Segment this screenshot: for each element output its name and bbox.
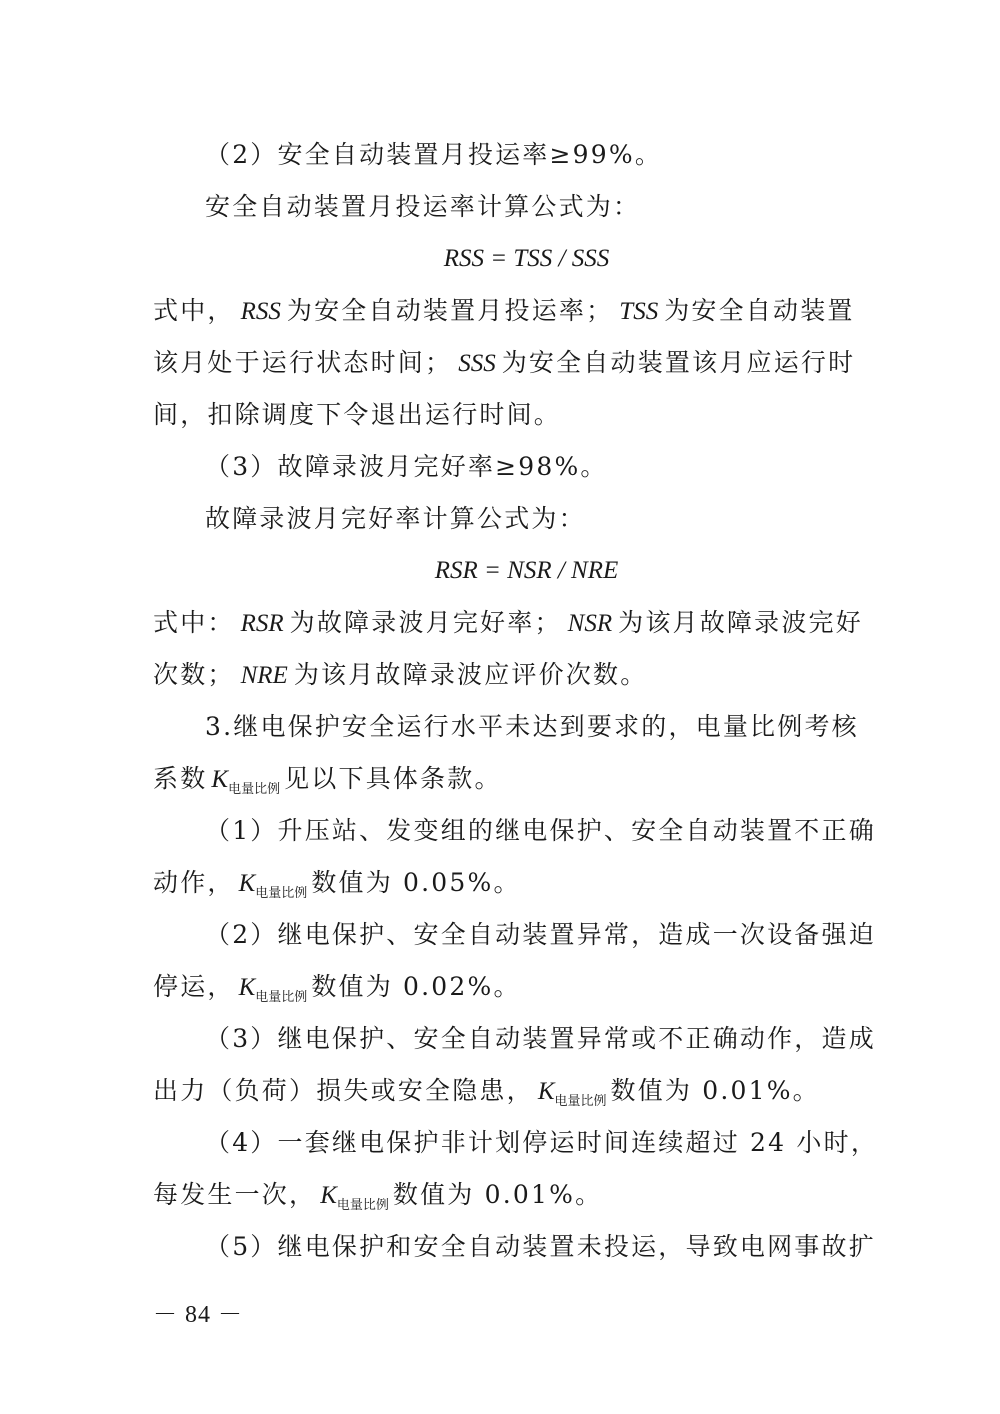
clause-3-2-line-1: （2）继电保护、安全自动装置异常，造成一次设备强迫	[205, 920, 876, 949]
item-2-auto-device-rate: （2）安全自动装置月投运率≥99%。	[205, 140, 663, 169]
item-3-fault-recorder-rate: （3）故障录波月完好率≥98%。	[205, 452, 608, 481]
clause-3-2-line-2: 停运， $K_{电量比例}$ 数值为 0.02%。	[153, 972, 521, 1005]
k-subscript: 电量比例	[255, 990, 308, 1005]
var-nre: NRE	[240, 662, 288, 689]
formula-rss: RSS = TSS / SSS	[443, 245, 610, 272]
clause-3-line-1: 3.继电保护安全运行水平未达到要求的，电量比例考核	[205, 712, 859, 741]
clause-3-line-2: 系数 $K_{电量比例}$ 见以下具体条款。	[153, 764, 502, 797]
var-nsr: NSR	[567, 610, 613, 637]
clause-3-5-line-1: （5）继电保护和安全自动装置未投运，导致电网事故扩	[205, 1232, 876, 1261]
clause-3-3-line-2: 出力（负荷）损失或安全隐患， $K_{电量比例}$ 数值为 0.01%。	[153, 1076, 820, 1109]
k-subscript: 电量比例	[228, 782, 281, 797]
k-subscript: 电量比例	[554, 1094, 607, 1109]
formula-intro-rss: 安全自动装置月投运率计算公式为：	[205, 192, 641, 221]
clause-3-4-line-1: （4）一套继电保护非计划停运时间连续超过 24 小时，	[205, 1128, 879, 1157]
clause-3-3-line-1: （3）继电保护、安全自动装置异常或不正确动作，造成	[205, 1024, 876, 1053]
var-rsr: RSR	[240, 610, 284, 637]
rsr-definition-line-1: 式中： RSR 为故障录波月完好率； NSR 为该月故障录波完好	[153, 608, 863, 637]
var-sss: SSS	[458, 350, 496, 377]
k-symbol: K	[238, 974, 256, 1001]
clause-3-4-line-2: 每发生一次， $K_{电量比例}$ 数值为 0.01%。	[153, 1180, 603, 1213]
rss-definition-line-1: 式中， RSS 为安全自动装置月投运率； TSS 为安全自动装置	[153, 296, 855, 325]
page-number: － 84 －	[153, 1302, 243, 1328]
rsr-definition-line-2: 次数； NRE 为该月故障录波应评价次数。	[153, 660, 648, 689]
clause-3-1-line-1: （1）升压站、发变组的继电保护、安全自动装置不正确	[205, 816, 876, 845]
k-symbol: K	[238, 870, 256, 897]
var-tss: TSS	[619, 298, 659, 325]
k-subscript: 电量比例	[336, 1198, 389, 1213]
k-subscript: 电量比例	[255, 886, 308, 901]
var-rss: RSS	[240, 298, 281, 325]
formula-rsr: RSR = NSR / NRE	[434, 557, 619, 584]
k-symbol: K	[537, 1078, 555, 1105]
formula-intro-rsr: 故障录波月完好率计算公式为：	[205, 504, 586, 533]
k-symbol: K	[211, 766, 229, 793]
rss-definition-line-3: 间，扣除调度下令退出运行时间。	[153, 400, 562, 429]
k-symbol: K	[320, 1182, 337, 1209]
rss-definition-line-2: 该月处于运行状态时间； SSS 为安全自动装置该月应运行时	[153, 348, 856, 377]
clause-3-1-line-2: 动作， $K_{电量比例}$ 数值为 0.05%。	[153, 868, 521, 901]
body-text	[153, 129, 879, 1273]
